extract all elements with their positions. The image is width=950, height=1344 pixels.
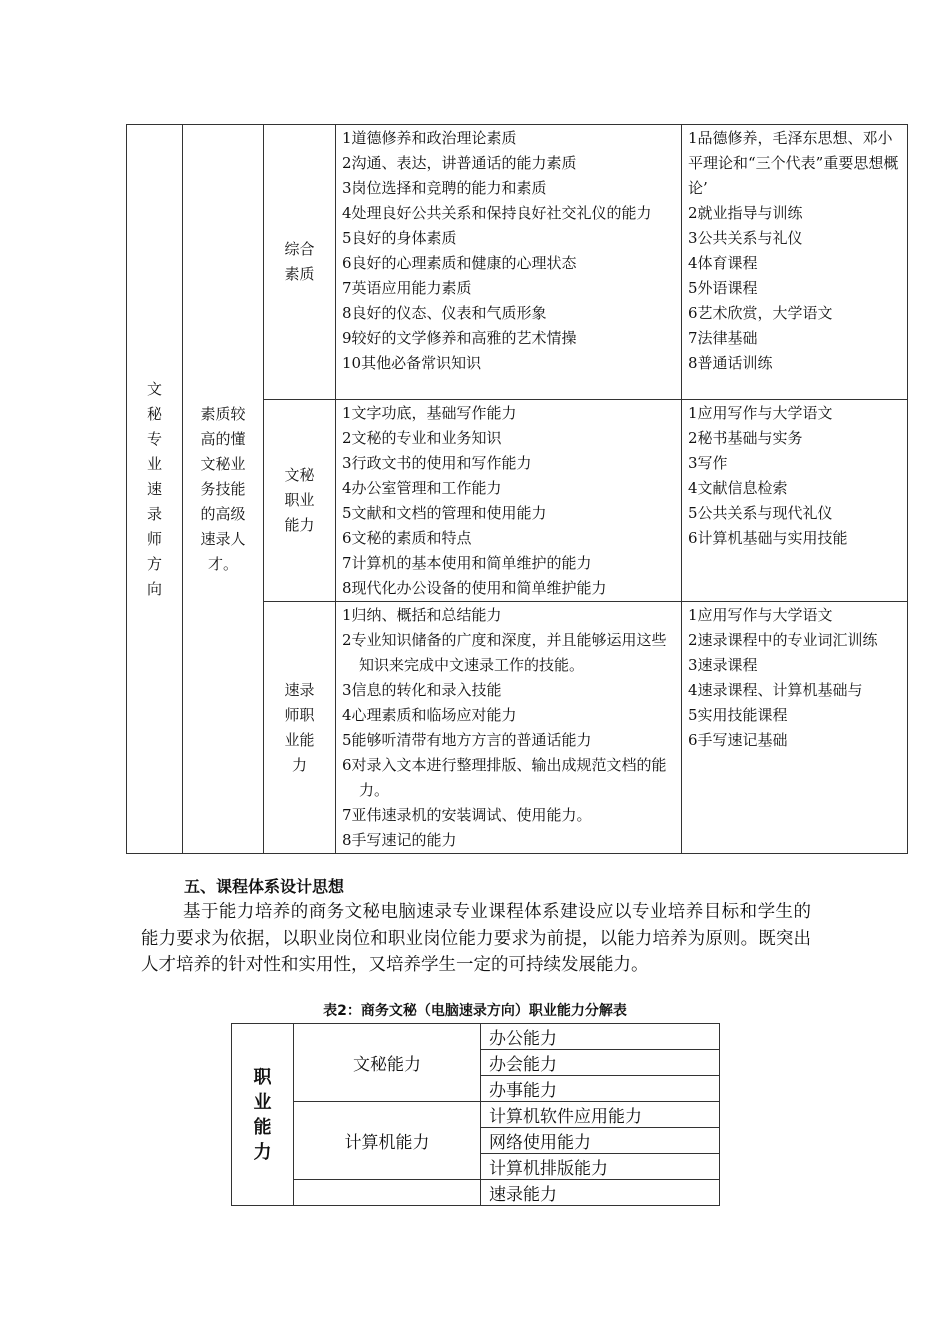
list-item: 3行政文书的使用和写作能力 [342, 454, 532, 472]
list-item: 6对录入文本进行整理排版、输出成规范文档的能力。 [342, 756, 667, 799]
list-item: 5能够听清带有地方方言的普通话能力 [342, 731, 592, 749]
table-row [232, 1102, 720, 1128]
list-item: 9较好的文学修养和高雅的艺术情操 [342, 329, 577, 347]
list-item: 1品德修养，毛泽东思想、邓小平理论和“三个代表”重要思想概论’ [688, 129, 899, 197]
list-item: 2文秘的专业和业务知识 [342, 429, 502, 447]
ability-items-cell [336, 400, 682, 602]
direction-text: 文秘专业速录师方向 [146, 379, 162, 598]
list-item: 1道德修养和政治理论素质 [342, 129, 517, 147]
list-item: 2沟通、表达，讲普通话的能力素质 [342, 154, 577, 172]
list-item: 6手写速记基础 [688, 731, 788, 749]
list-item: 4办公室管理和工作能力 [342, 479, 502, 497]
list-item: 1归纳、概括和总结能力 [342, 606, 502, 624]
ability-item: 办事能力 [481, 1076, 720, 1102]
ability-cell [264, 400, 336, 602]
list-item: 2专业知识储备的广度和深度，并且能够运用这些知识来完成中文速录工作的技能。 [342, 631, 667, 674]
list-item: 4处理良好公共关系和保持良好社交礼仪的能力 [342, 204, 652, 222]
list-item: 7亚伟速录机的安装调试、使用能力。 [342, 806, 592, 824]
ability-item: 网络使用能力 [481, 1128, 720, 1154]
list-item: 1文字功底，基础写作能力 [342, 404, 517, 422]
list-item: 8良好的仪态、仪表和气质形象 [342, 304, 547, 322]
list-item: 3写作 [688, 454, 728, 472]
table-row [127, 125, 908, 400]
list-item: 7计算机的基本使用和简单维护的能力 [342, 554, 592, 572]
list-item: 3岗位选择和竞聘的能力和素质 [342, 179, 547, 197]
list-item: 6艺术欣赏，大学语文 [688, 304, 833, 322]
table-row [232, 1024, 720, 1050]
list-item: 2速录课程中的专业词汇训练 [688, 631, 878, 649]
list-item: 8手写速记的能力 [342, 831, 457, 849]
courses-cell [682, 400, 908, 602]
ability-items-cell [336, 602, 682, 854]
list-item: 2秘书基础与实务 [688, 429, 803, 447]
list-item: 5良好的身体素质 [342, 229, 457, 247]
list-item: 8现代化办公设备的使用和简单维护能力 [342, 579, 607, 597]
list-item: 2就业指导与训练 [688, 204, 803, 222]
list-item: 3公共关系与礼仪 [688, 229, 803, 247]
list-item: 4心理素质和临场应对能力 [342, 706, 517, 724]
list-item: 5实用技能课程 [688, 706, 788, 724]
table-caption: 表2：商务文秘（电脑速录方向）职业能力分解表 [323, 1003, 627, 1019]
section-heading: 五、课程体系设计思想 [184, 877, 345, 896]
ability-name: 速录师职业能力 [284, 680, 315, 774]
list-item: 5公共关系与现代礼仪 [688, 504, 833, 522]
list-item: 5文献和文档的管理和使用能力 [342, 504, 547, 522]
list-item: 3信息的转化和录入技能 [342, 681, 502, 699]
ability-name: 文秘职业能力 [284, 466, 315, 534]
ability-course-table [126, 124, 908, 854]
header-text: 职业能力 [253, 1066, 272, 1163]
list-item: 6计算机基础与实用技能 [688, 529, 848, 547]
list-item: 5外语课程 [688, 279, 758, 297]
list-item: 4速录课程、计算机基础与 [688, 681, 863, 699]
list-item: 1应用写作与大学语文 [688, 404, 833, 422]
table-row [232, 1180, 720, 1206]
ability-cell [264, 602, 336, 854]
section-paragraph: 基于能力培养的商务文秘电脑速录专业课程体系建设应以专业培养目标和学生的能力要求为依据，以职业岗位和职业岗位能力要求为前提，以能力培养为原则。既突出人才培养的针对性和实用性，又培养学生一定的可持续发展能力。 [141, 902, 811, 975]
list-item: 7法律基础 [688, 329, 758, 347]
list-item: 6文秘的素质和特点 [342, 529, 472, 547]
ability-items-cell [336, 125, 682, 400]
ability-cell [264, 125, 336, 400]
courses-cell [682, 125, 908, 400]
ability-item: 速录能力 [481, 1180, 720, 1206]
list-item: 1应用写作与大学语文 [688, 606, 833, 624]
list-item: 4体育课程 [688, 254, 758, 272]
group-cell: 计算机能力 [294, 1102, 481, 1180]
ability-breakdown-table [231, 1023, 720, 1206]
group-cell [294, 1180, 481, 1206]
list-item: 7英语应用能力素质 [342, 279, 472, 297]
list-item: 6良好的心理素质和健康的心理状态 [342, 254, 577, 272]
header-cell [232, 1024, 294, 1206]
ability-name: 综合素质 [284, 240, 315, 283]
list-item: 4文献信息检索 [688, 479, 788, 497]
direction-cell [127, 125, 183, 854]
group-cell: 文秘能力 [294, 1024, 481, 1102]
list-item: 10其他必备常识知识 [342, 354, 482, 372]
goal-text: 素质较高的懂文秘业务技能的高级速录人才。 [200, 404, 246, 573]
ability-item: 办公能力 [481, 1024, 720, 1050]
list-item: 8普通话训练 [688, 354, 773, 372]
ability-item: 计算机排版能力 [481, 1154, 720, 1180]
list-item: 3速录课程 [688, 656, 758, 674]
goal-cell [183, 125, 264, 854]
courses-cell [682, 602, 908, 854]
ability-item: 办会能力 [481, 1050, 720, 1076]
ability-item: 计算机软件应用能力 [481, 1102, 720, 1128]
